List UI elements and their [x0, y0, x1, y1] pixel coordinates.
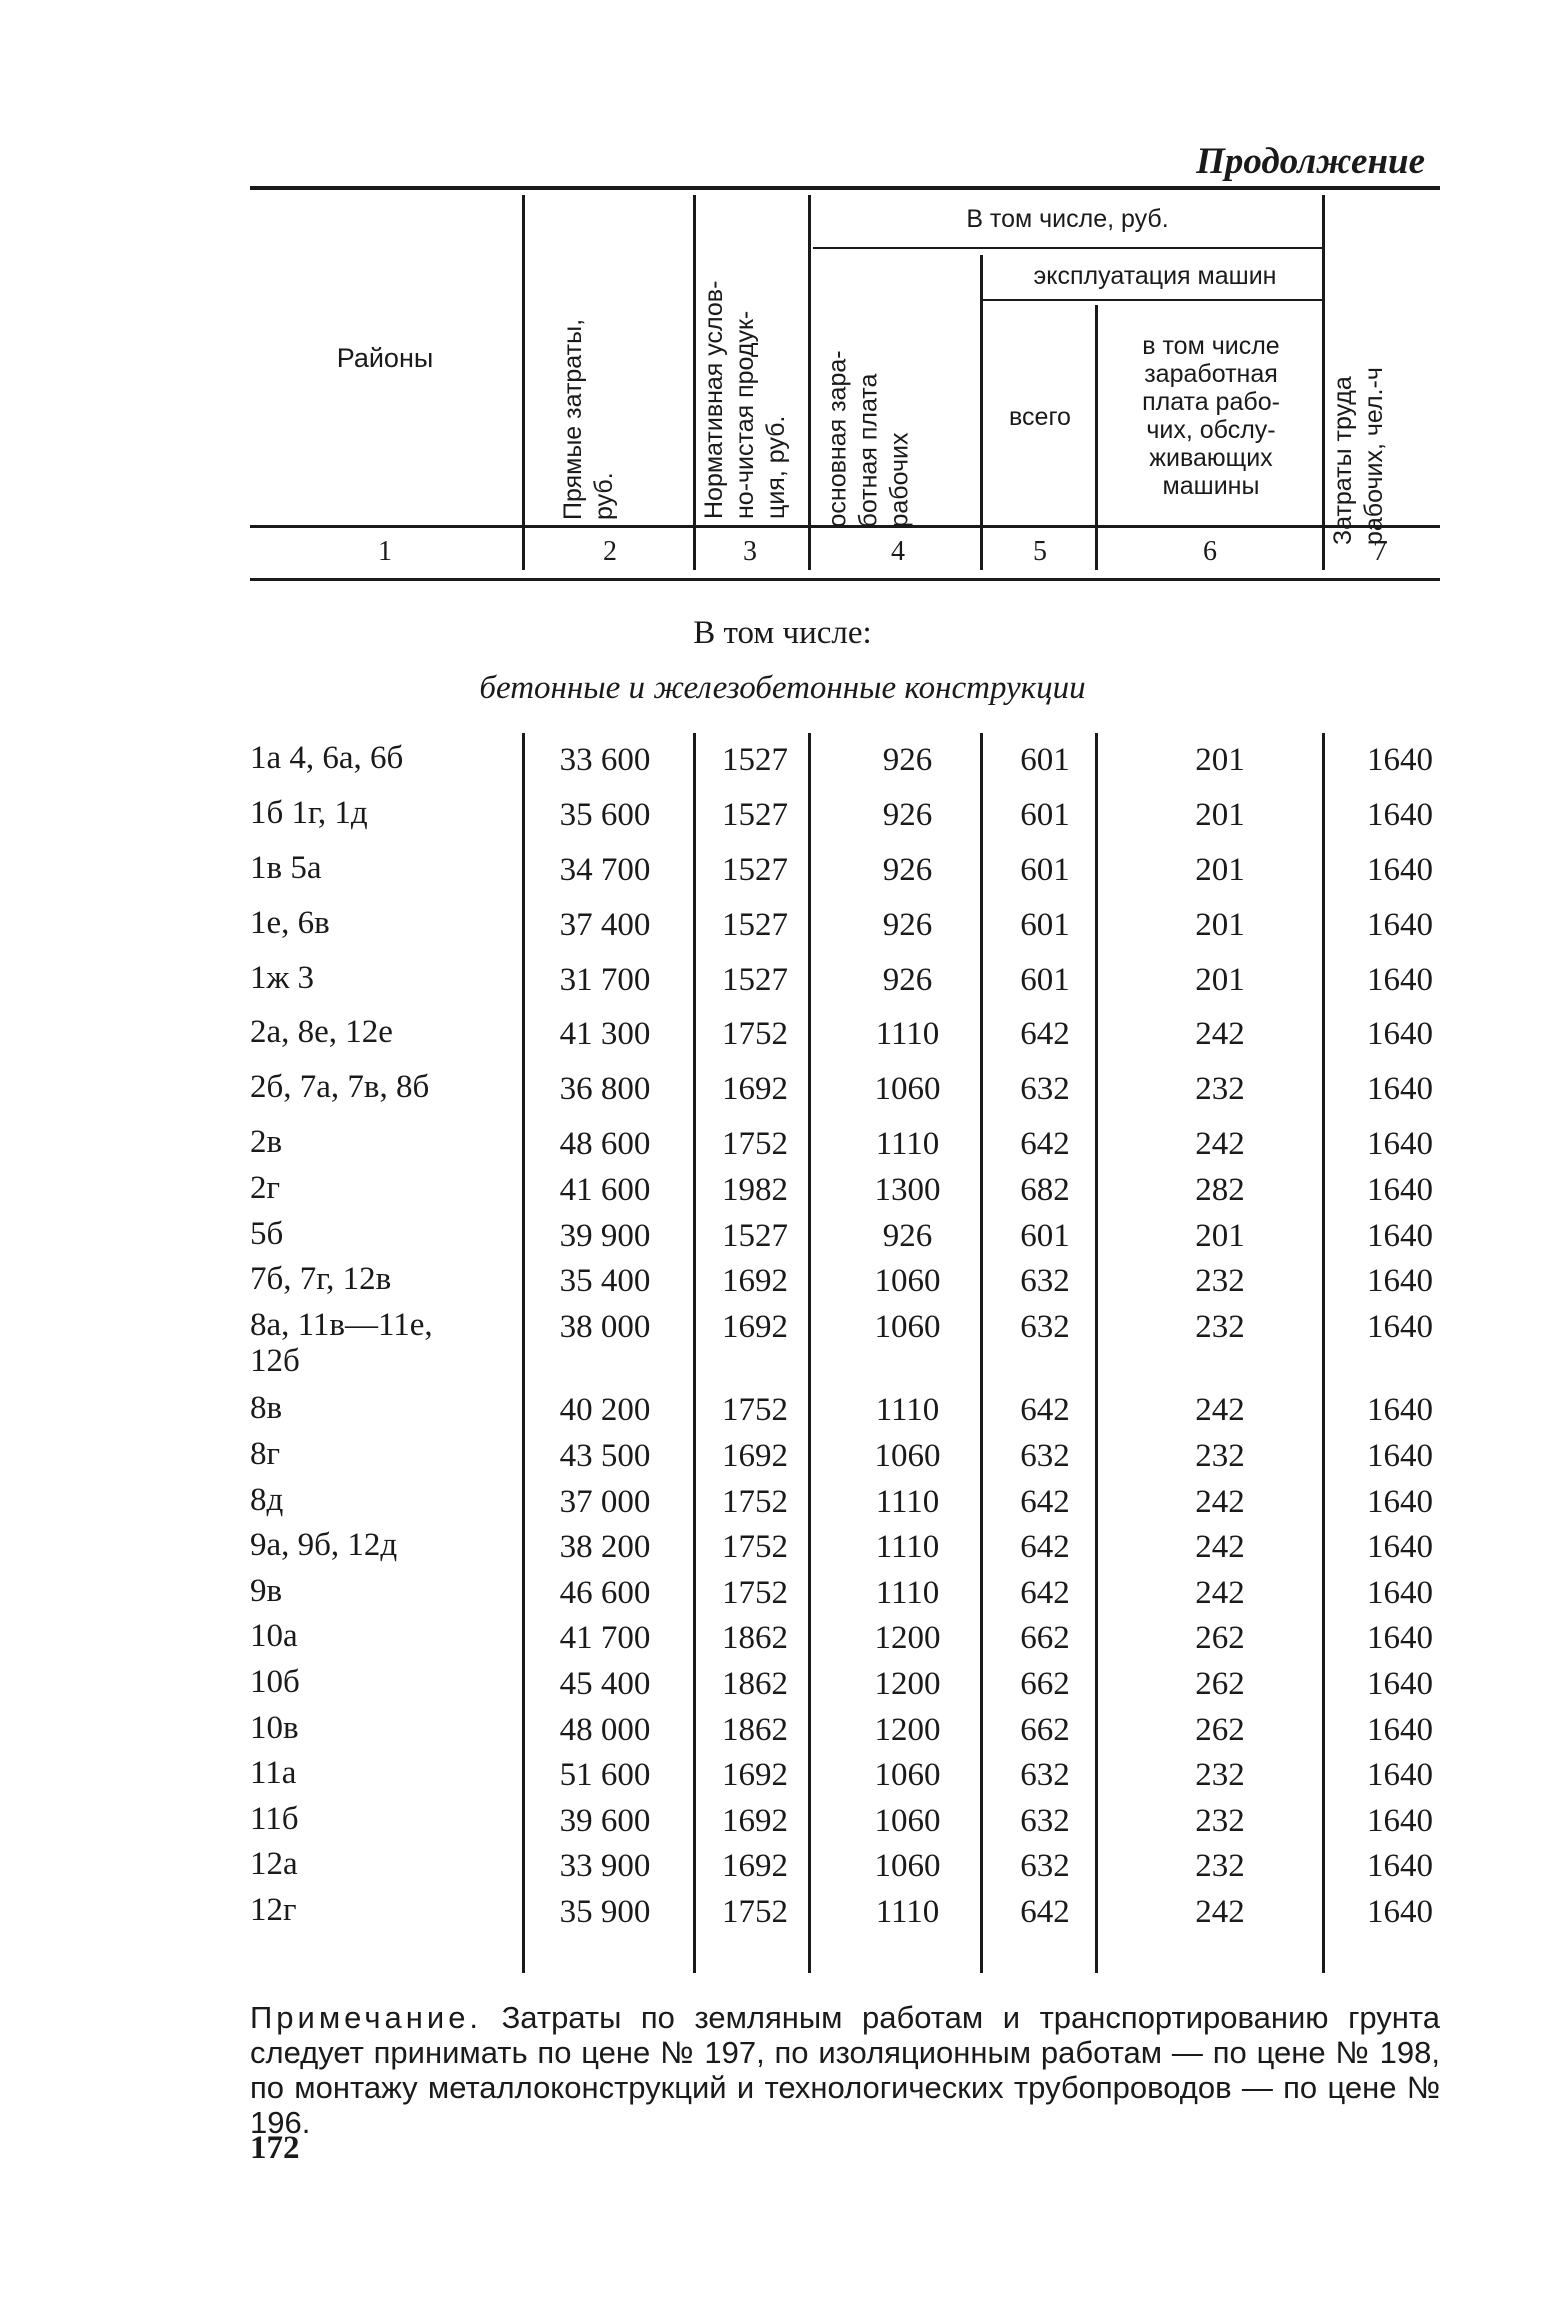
region-cell: 1а 4, 6а, 6б [250, 740, 404, 776]
base-wages-cell: 1110 [875, 1016, 940, 1052]
labor-cell: 1640 [1367, 907, 1433, 943]
col-header-machine-total: всего [1009, 403, 1071, 431]
normative-output-cell: 1752 [722, 1392, 788, 1428]
machine-wages-cell: 242 [1195, 1575, 1245, 1611]
machine-total-cell: 642 [1020, 1016, 1070, 1052]
col-number-2: 2 [603, 536, 617, 567]
base-wages-cell: 926 [882, 907, 933, 943]
direct-costs-cell: 35 400 [559, 1263, 651, 1299]
machine-wages-cell: 242 [1195, 1894, 1245, 1930]
table-row [0, 1069, 1565, 1109]
direct-costs-cell: 34 700 [559, 852, 651, 888]
base-wages-cell: 1110 [875, 1575, 940, 1611]
labor-cell: 1640 [1367, 1803, 1433, 1839]
labor-cell: 1640 [1367, 797, 1433, 833]
normative-output-cell: 1692 [722, 1803, 788, 1839]
machine-wages-cell: 262 [1195, 1620, 1245, 1656]
direct-costs-cell: 31 700 [559, 962, 651, 998]
machine-wages-cell: 232 [1195, 1803, 1245, 1839]
base-wages-cell: 1060 [874, 1309, 941, 1345]
labor-cell: 1640 [1367, 1218, 1433, 1254]
direct-costs-cell: 41 600 [559, 1172, 651, 1208]
base-wages-cell: 1110 [875, 1126, 940, 1162]
region-cell: 8в [250, 1390, 283, 1426]
direct-costs-cell: 40 200 [559, 1392, 651, 1428]
direct-costs-cell: 38 000 [559, 1309, 651, 1345]
header-vline-1 [522, 195, 525, 570]
base-wages-cell: 1060 [874, 1757, 941, 1793]
machine-total-cell: 632 [1020, 1263, 1070, 1299]
footnote-lead: Примечание. [250, 2000, 483, 2035]
header-vline-4 [980, 255, 983, 570]
col-header-labor: Затраты труда рабочих, чел.-ч [1329, 367, 1388, 545]
machine-total-cell: 642 [1020, 1529, 1070, 1565]
table-row [0, 960, 1565, 1000]
table-row [0, 1307, 1565, 1379]
normative-output-cell: 1752 [722, 1484, 788, 1520]
normative-output-cell: 1692 [722, 1848, 788, 1884]
normative-output-cell: 1692 [722, 1438, 788, 1474]
table-row [0, 1801, 1565, 1841]
labor-cell: 1640 [1367, 852, 1433, 888]
col-header-machine-wages: в том числе заработная плата рабо- чих, обслу- живающих машины [1142, 332, 1280, 500]
base-wages-cell: 926 [882, 797, 933, 833]
machine-total-cell: 682 [1020, 1172, 1070, 1208]
normative-output-cell: 1527 [722, 907, 788, 943]
region-cell: 9а, 9б, 12д [250, 1527, 398, 1563]
machine-wages-cell: 242 [1195, 1484, 1245, 1520]
region-cell: 2б, 7а, 7в, 8б [250, 1069, 430, 1105]
table-row [0, 1170, 1565, 1210]
region-cell: 5б [250, 1216, 284, 1252]
continuation-label: Продолжение [1196, 141, 1425, 182]
machine-wages-cell: 242 [1195, 1126, 1245, 1162]
region-cell: 1ж 3 [250, 960, 315, 996]
normative-output-cell: 1692 [722, 1263, 788, 1299]
region-cell: 11б [250, 1801, 299, 1837]
labor-cell: 1640 [1367, 1172, 1433, 1208]
table-row [0, 1390, 1565, 1430]
direct-costs-cell: 38 200 [559, 1529, 651, 1565]
labor-cell: 1640 [1367, 962, 1433, 998]
header-top-rule [250, 186, 1440, 190]
base-wages-cell: 1060 [874, 1263, 941, 1299]
machine-wages-cell: 262 [1195, 1666, 1245, 1702]
col-number-1: 1 [378, 536, 392, 567]
region-cell: 2г [250, 1170, 281, 1206]
base-wages-cell: 926 [882, 962, 933, 998]
base-wages-cell: 926 [882, 852, 933, 888]
machine-total-cell: 642 [1020, 1484, 1070, 1520]
labor-cell: 1640 [1367, 1848, 1433, 1884]
col-number-5: 5 [1033, 536, 1047, 567]
normative-output-cell: 1752 [722, 1894, 788, 1930]
normative-output-cell: 1982 [722, 1172, 788, 1208]
base-wages-cell: 1110 [875, 1392, 940, 1428]
normative-output-cell: 1527 [722, 742, 788, 778]
labor-cell: 1640 [1367, 1309, 1433, 1345]
direct-costs-cell: 35 600 [559, 797, 651, 833]
base-wages-cell: 1060 [874, 1071, 941, 1107]
labor-cell: 1640 [1367, 1666, 1433, 1702]
including-group-rule [813, 247, 1325, 249]
direct-costs-cell: 36 800 [559, 1071, 651, 1107]
machine-wages-cell: 201 [1195, 962, 1245, 998]
region-cell: 12а [250, 1846, 298, 1882]
table-row [0, 1573, 1565, 1613]
machine-total-cell: 632 [1020, 1803, 1070, 1839]
machine-wages-cell: 242 [1195, 1529, 1245, 1565]
labor-cell: 1640 [1367, 1575, 1433, 1611]
header-vline-5 [1095, 305, 1098, 570]
machine-total-cell: 601 [1020, 852, 1070, 888]
col-header-machine-group: эксплуатация машин [1033, 262, 1277, 290]
footnote-text: Затраты по земляным работам и транспортированию грунта следует принимать по цене № 197, по изоляционным работам — по цене № 198, по монтажу металлоконструкций и технологических трубопроводов — по цене № 196. [250, 2000, 1440, 2140]
machine-total-cell: 601 [1020, 962, 1070, 998]
direct-costs-cell: 45 400 [559, 1666, 651, 1702]
footnote [250, 2000, 1440, 2140]
machine-wages-cell: 242 [1195, 1016, 1245, 1052]
table-row [0, 1892, 1565, 1932]
labor-cell: 1640 [1367, 1757, 1433, 1793]
machine-total-cell: 601 [1020, 1218, 1070, 1254]
region-cell: 1е, 6в [250, 905, 330, 941]
table-row [0, 1482, 1565, 1522]
direct-costs-cell: 46 600 [559, 1575, 651, 1611]
table-row [0, 1846, 1565, 1886]
table-row [0, 1664, 1565, 1704]
normative-output-cell: 1527 [722, 1218, 788, 1254]
region-cell: 10б [250, 1664, 300, 1700]
direct-costs-cell: 51 600 [559, 1757, 651, 1793]
machine-total-cell: 642 [1020, 1894, 1070, 1930]
region-cell: 7б, 7г, 12в [250, 1261, 392, 1297]
machine-wages-cell: 242 [1195, 1392, 1245, 1428]
header-vline-2 [693, 195, 696, 570]
normative-output-cell: 1862 [722, 1712, 788, 1748]
base-wages-cell: 1110 [875, 1484, 940, 1520]
region-cell: 2в [250, 1124, 283, 1160]
normative-output-cell: 1527 [722, 852, 788, 888]
region-cell: 8д [250, 1482, 284, 1518]
header-vline-6 [1322, 195, 1325, 570]
table-row [0, 1527, 1565, 1567]
machine-wages-cell: 232 [1195, 1757, 1245, 1793]
normative-output-cell: 1752 [722, 1529, 788, 1565]
region-cell: 9в [250, 1573, 283, 1609]
labor-cell: 1640 [1367, 742, 1433, 778]
region-cell: 8г [250, 1436, 281, 1472]
col-header-normative-output: Нормативная услов- но-чистая продук- ция, руб. [700, 280, 790, 519]
machine-wages-cell: 201 [1195, 907, 1245, 943]
machine-wages-cell: 232 [1195, 1309, 1245, 1345]
normative-output-cell: 1692 [722, 1309, 788, 1345]
table-row [0, 1618, 1565, 1658]
base-wages-cell: 1110 [875, 1529, 940, 1565]
table-row [0, 850, 1565, 890]
col-number-3: 3 [743, 536, 757, 567]
labor-cell: 1640 [1367, 1484, 1433, 1520]
page-number: 172 [250, 2130, 300, 2166]
base-wages-cell: 1060 [874, 1803, 941, 1839]
machine-total-cell: 632 [1020, 1848, 1070, 1884]
table-row [0, 1710, 1565, 1750]
table-row [0, 795, 1565, 835]
table-row [0, 740, 1565, 780]
labor-cell: 1640 [1367, 1016, 1433, 1052]
region-cell: 2а, 8е, 12е [250, 1014, 393, 1050]
col-number-4: 4 [891, 536, 905, 567]
base-wages-cell: 926 [882, 742, 933, 778]
region-cell: 1в 5а [250, 850, 322, 886]
base-wages-cell: 1200 [874, 1620, 941, 1656]
table-row [0, 905, 1565, 945]
colnum-bottom-rule [250, 578, 1440, 581]
col-number-7: 7 [1373, 536, 1387, 567]
col-number-6: 6 [1203, 536, 1217, 567]
machine-total-cell: 601 [1020, 907, 1070, 943]
direct-costs-cell: 43 500 [559, 1438, 651, 1474]
direct-costs-cell: 33 600 [559, 742, 651, 778]
machine-total-cell: 601 [1020, 797, 1070, 833]
machine-wages-cell: 282 [1195, 1172, 1245, 1208]
machine-wages-cell: 201 [1195, 742, 1245, 778]
labor-cell: 1640 [1367, 1529, 1433, 1565]
table-row [0, 1261, 1565, 1301]
machine-wages-cell: 262 [1195, 1712, 1245, 1748]
machine-total-cell: 642 [1020, 1126, 1070, 1162]
machine-wages-cell: 201 [1195, 852, 1245, 888]
direct-costs-cell: 48 000 [559, 1712, 651, 1748]
labor-cell: 1640 [1367, 1438, 1433, 1474]
labor-cell: 1640 [1367, 1620, 1433, 1656]
direct-costs-cell: 48 600 [559, 1126, 651, 1162]
direct-costs-cell: 41 700 [559, 1620, 651, 1656]
col-header-including-group: В том числе, руб. [966, 205, 1169, 233]
base-wages-cell: 1110 [875, 1894, 940, 1930]
base-wages-cell: 1060 [874, 1848, 941, 1884]
region-cell: 10а [250, 1618, 298, 1654]
base-wages-cell: 1060 [874, 1438, 941, 1474]
header-vline-3 [808, 195, 811, 570]
table-row [0, 1014, 1565, 1054]
base-wages-cell: 926 [882, 1218, 933, 1254]
direct-costs-cell: 37 000 [559, 1484, 651, 1520]
region-cell: 8а, 11в—11е, 12б [250, 1307, 433, 1379]
base-wages-cell: 1300 [874, 1172, 941, 1208]
machine-wages-cell: 201 [1195, 797, 1245, 833]
direct-costs-cell: 39 900 [559, 1218, 651, 1254]
labor-cell: 1640 [1367, 1894, 1433, 1930]
machine-total-cell: 632 [1020, 1757, 1070, 1793]
table-row [0, 1216, 1565, 1256]
machine-total-cell: 632 [1020, 1438, 1070, 1474]
region-cell: 1б 1г, 1д [250, 795, 368, 831]
machine-total-cell: 662 [1020, 1666, 1070, 1702]
labor-cell: 1640 [1367, 1126, 1433, 1162]
machine-total-cell: 662 [1020, 1620, 1070, 1656]
section-subtitle: бетонные и железобетонные конструкции [479, 670, 1086, 706]
normative-output-cell: 1527 [722, 962, 788, 998]
direct-costs-cell: 37 400 [559, 907, 651, 943]
machine-total-cell: 632 [1020, 1309, 1070, 1345]
col-header-region: Районы [336, 343, 434, 373]
section-title: В том числе: [693, 615, 872, 651]
normative-output-cell: 1752 [722, 1575, 788, 1611]
normative-output-cell: 1692 [722, 1071, 788, 1107]
base-wages-cell: 1200 [874, 1712, 941, 1748]
region-cell: 11а [250, 1755, 297, 1791]
labor-cell: 1640 [1367, 1712, 1433, 1748]
table-row [0, 1436, 1565, 1476]
machine-total-cell: 642 [1020, 1392, 1070, 1428]
machine-total-cell: 642 [1020, 1575, 1070, 1611]
normative-output-cell: 1862 [722, 1666, 788, 1702]
region-cell: 12г [250, 1892, 297, 1928]
normative-output-cell: 1692 [722, 1757, 788, 1793]
normative-output-cell: 1862 [722, 1620, 788, 1656]
machine-wages-cell: 232 [1195, 1071, 1245, 1107]
table-row [0, 1124, 1565, 1164]
labor-cell: 1640 [1367, 1263, 1433, 1299]
normative-output-cell: 1527 [722, 797, 788, 833]
machine-total-cell: 662 [1020, 1712, 1070, 1748]
machine-wages-cell: 201 [1195, 1218, 1245, 1254]
machine-wages-cell: 232 [1195, 1438, 1245, 1474]
machine-total-cell: 601 [1020, 742, 1070, 778]
direct-costs-cell: 33 900 [559, 1848, 651, 1884]
normative-output-cell: 1752 [722, 1126, 788, 1162]
labor-cell: 1640 [1367, 1071, 1433, 1107]
labor-cell: 1640 [1367, 1392, 1433, 1428]
normative-output-cell: 1752 [722, 1016, 788, 1052]
machine-total-cell: 632 [1020, 1071, 1070, 1107]
direct-costs-cell: 39 600 [559, 1803, 651, 1839]
direct-costs-cell: 41 300 [559, 1016, 651, 1052]
machine-wages-cell: 232 [1195, 1848, 1245, 1884]
region-cell: 10в [250, 1710, 299, 1746]
table-row [0, 1755, 1565, 1795]
machine-wages-cell: 232 [1195, 1263, 1245, 1299]
col-header-base-wages: основная зара- ботная плата рабочих [823, 350, 914, 528]
machine-group-rule [983, 299, 1325, 301]
col-header-direct-costs: Прямые затраты, руб. [559, 318, 618, 520]
base-wages-cell: 1200 [874, 1666, 941, 1702]
direct-costs-cell: 35 900 [559, 1894, 651, 1930]
